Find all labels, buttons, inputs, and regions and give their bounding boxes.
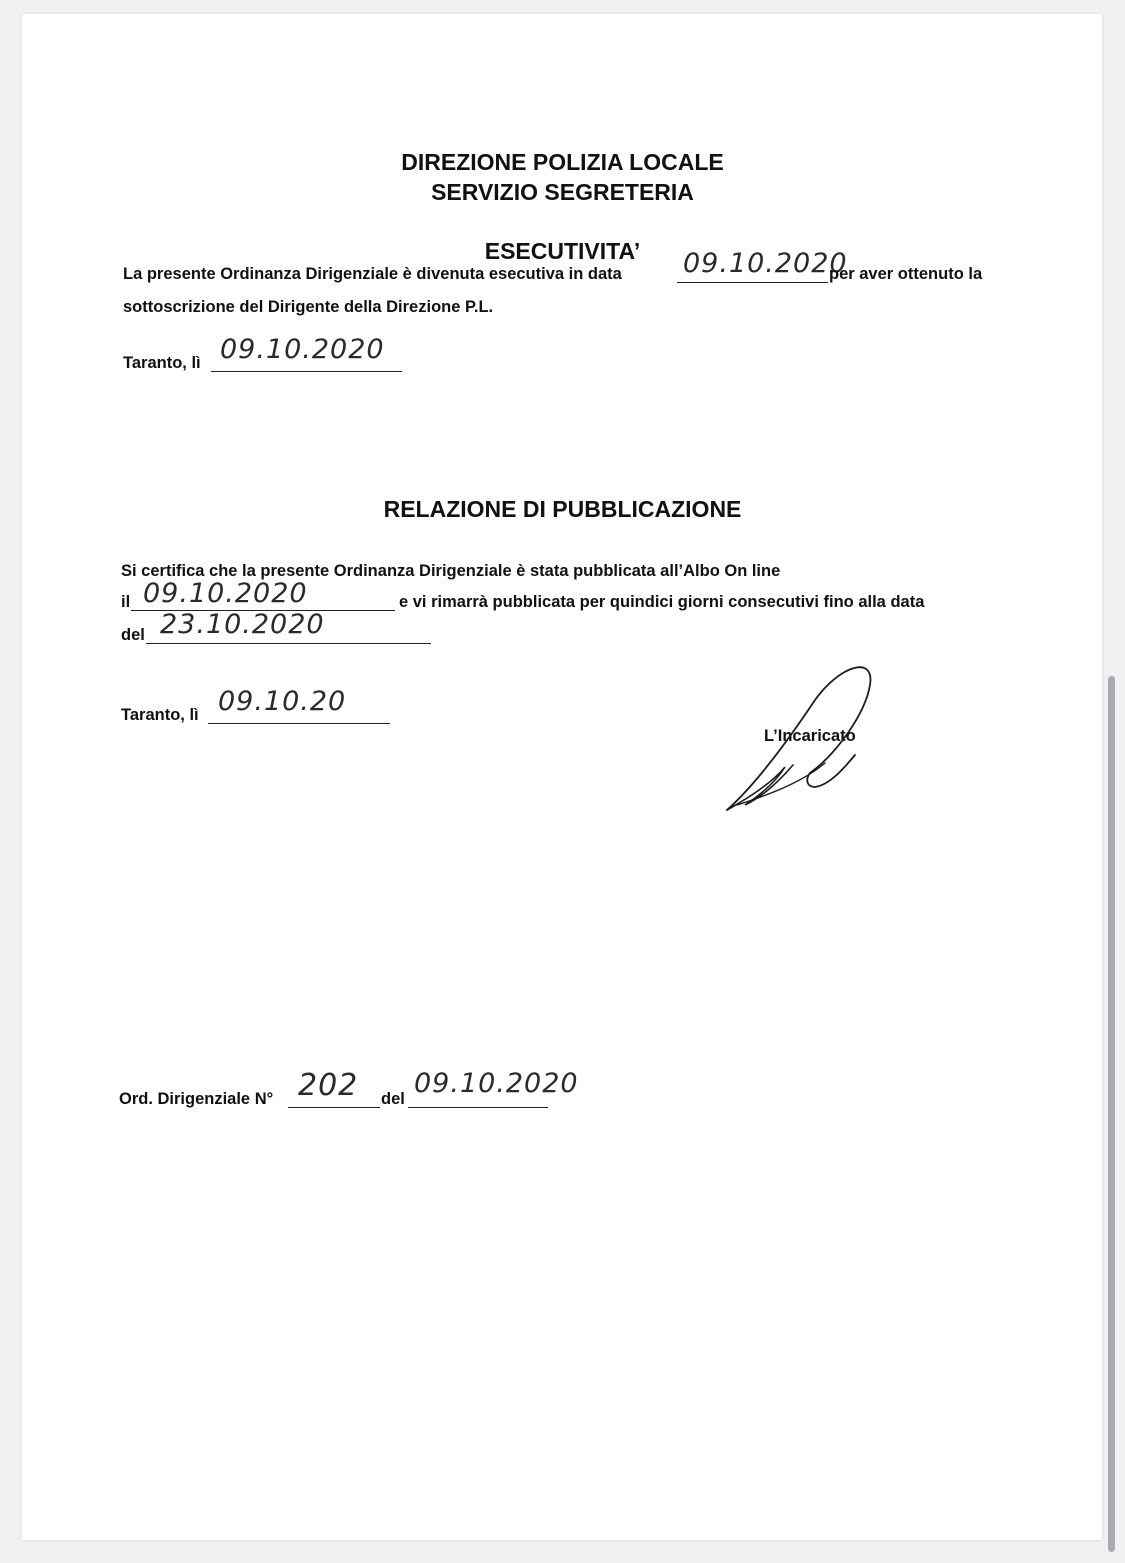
esecutivita-text-before: La presente Ordinanza Dirigenziale è divenuta esecutiva in data [123,265,622,283]
esecutivita-place-date-handwritten: 09.10.2020 [220,334,385,365]
signer-label: L’Incaricato [764,727,856,745]
relazione-del-label: del [121,626,145,644]
esecutivita-date-line [677,282,828,283]
esecutivita-place-label: Taranto, lì [123,354,201,372]
footer-ord-number-line [288,1107,380,1108]
esecutivita-line-2: sottoscrizione del Dirigente della Direzione P.L. [123,298,494,316]
footer-ord-number-handwritten: 202 [298,1068,359,1103]
esecutivita-text-after: per aver ottenuto la [829,265,983,283]
relazione-place-date-line [208,723,390,724]
esecutivita-title: ESECUTIVITA’ [484,238,641,264]
relazione-del-date-line [146,643,431,644]
relazione-del-date-handwritten: 23.10.2020 [160,609,325,640]
footer-ord-label: Ord. Dirigenziale N° [119,1090,274,1108]
esecutivita-place-date-line [211,371,402,372]
footer-del-date-handwritten: 09.10.2020 [414,1068,579,1099]
relazione-il-label: il [121,593,131,611]
header-line-2: SERVIZIO SEGRETERIA [431,179,694,205]
esecutivita-date-handwritten: 09.10.2020 [683,248,848,279]
vertical-scrollbar[interactable] [1108,676,1115,1552]
handwritten-signature [715,655,885,825]
relazione-line-2-after: e vi rimarrà pubblicata per quindici giorni consecutivi fino alla data [399,593,925,611]
header-line-1: DIREZIONE POLIZIA LOCALE [401,149,724,175]
relazione-place-date-handwritten: 09.10.20 [218,686,347,717]
footer-del-date-line [408,1107,548,1108]
footer-del-label: del [381,1090,405,1108]
relazione-title: RELAZIONE DI PUBBLICAZIONE [383,496,742,522]
relazione-il-date-handwritten: 09.10.2020 [143,578,308,609]
relazione-line-1: Si certifica che la presente Ordinanza Dirigenziale è stata pubblicata all’Albo On line [121,562,781,580]
relazione-place-label: Taranto, lì [121,706,199,724]
